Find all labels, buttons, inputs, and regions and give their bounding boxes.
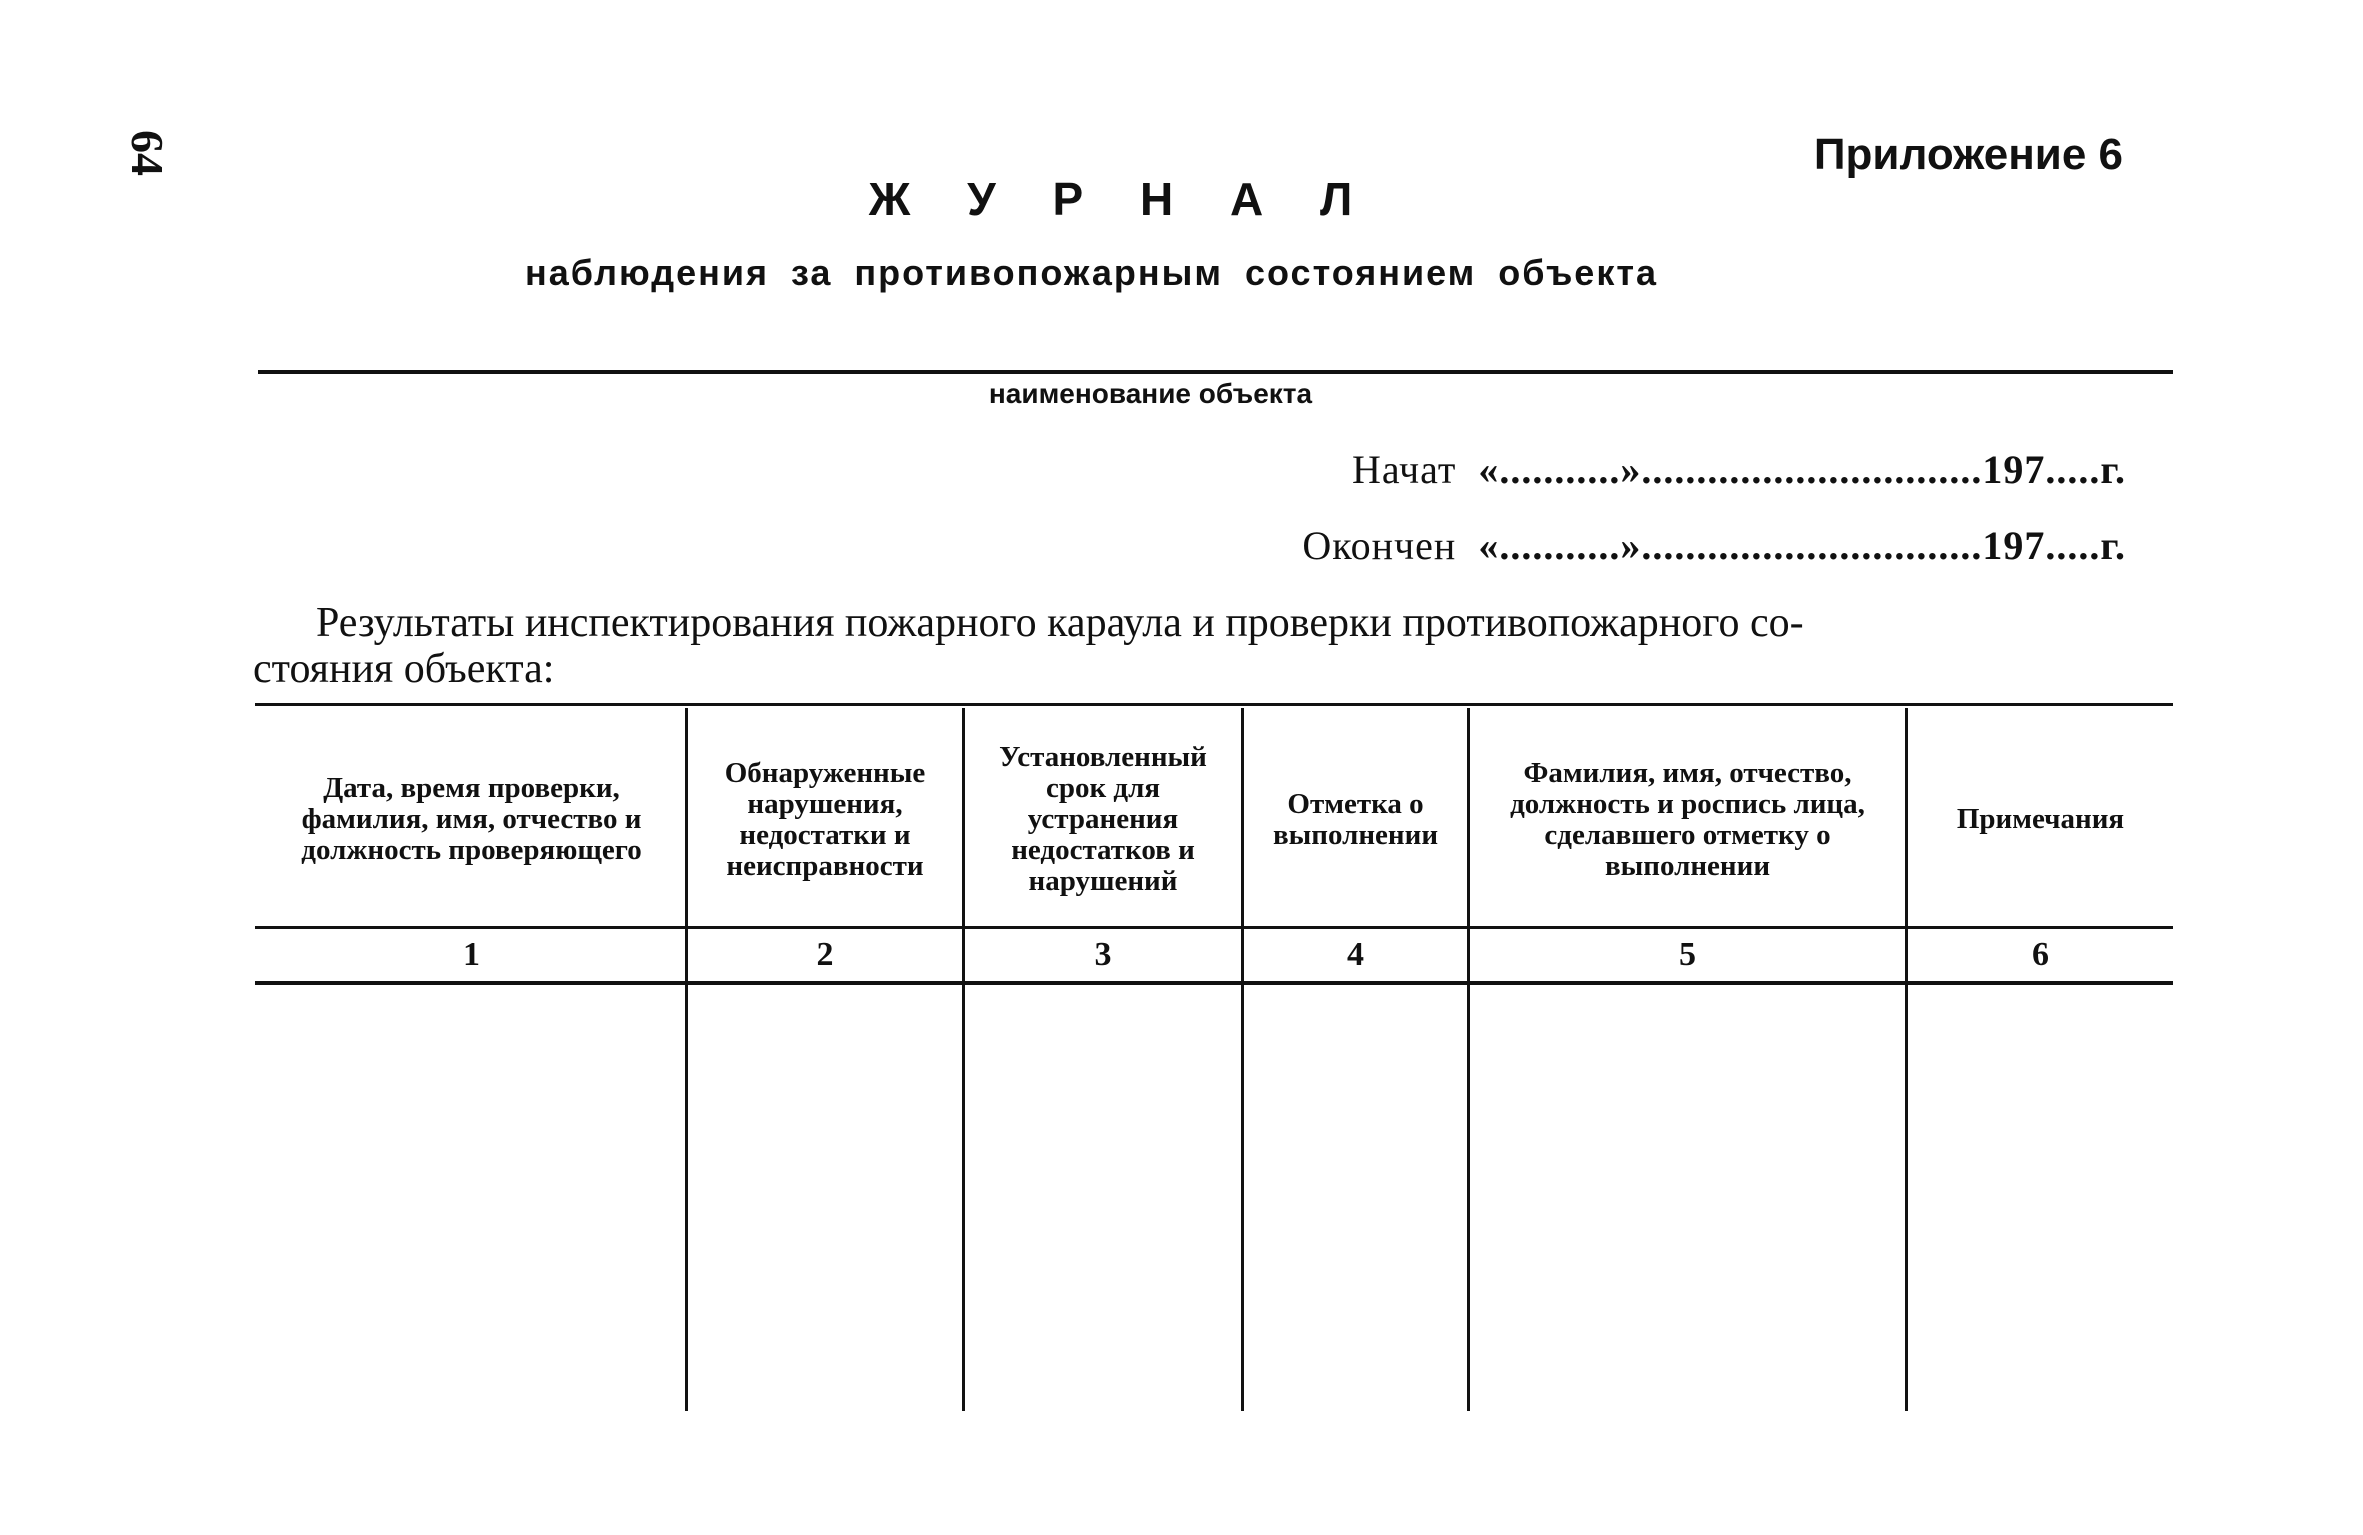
- column-header-violations: Обнаруженные нарушения, недостатки и неисправности: [724, 756, 926, 882]
- column-header-notes: Примечания: [1956, 803, 2125, 835]
- object-name-caption: наименование объекта: [988, 378, 1313, 409]
- table-header-rule: [255, 926, 2173, 929]
- appendix-label: Приложение 6: [1813, 130, 2123, 179]
- journal-subtitle: наблюдения за противопожарным состоянием объекта: [524, 252, 1658, 293]
- date-started-value: «...........»...............................197.....г.: [1478, 447, 2126, 492]
- column-header-completion-mark: Отметка о выполнении: [1272, 787, 1439, 851]
- column-header-deadline: Установленный срок для устранения недостатков и нарушений: [999, 741, 1207, 897]
- column-number: 3: [1094, 936, 1112, 973]
- column-number: 5: [1679, 936, 1696, 973]
- journal-title: Ж У Р Н А Л: [868, 173, 1375, 225]
- table-top-rule: [255, 703, 2173, 706]
- column-header-inspection-date: Дата, время проверки, фамилия, имя, отчество и должность проверяющего: [301, 772, 642, 866]
- column-header-responsible-person: Фамилия, имя, отчество, должность и роспись лица, сделавшего отметку о выполнении: [1510, 756, 1865, 882]
- date-finished-value: «...........»...............................197.....г.: [1478, 523, 2126, 568]
- results-line-2: стояния объекта:: [253, 646, 555, 692]
- column-number: 4: [1347, 936, 1364, 973]
- results-paragraph: [253, 600, 2171, 692]
- column-number: 6: [2032, 936, 2049, 973]
- date-finished-label: Окончен: [1302, 523, 1457, 568]
- date-started-line: [1352, 446, 2126, 493]
- table-number-rule: [255, 981, 2173, 985]
- page-number: 64: [122, 130, 173, 176]
- date-started-label: Начат: [1351, 447, 1457, 492]
- column-number: 2: [816, 936, 834, 973]
- date-finished-line: [1302, 522, 2126, 569]
- results-line-1: Результаты инспектирования пожарного караула и проверки противопожарного со-: [316, 600, 1804, 646]
- object-name-line: [258, 370, 2173, 374]
- column-number: 1: [463, 936, 480, 973]
